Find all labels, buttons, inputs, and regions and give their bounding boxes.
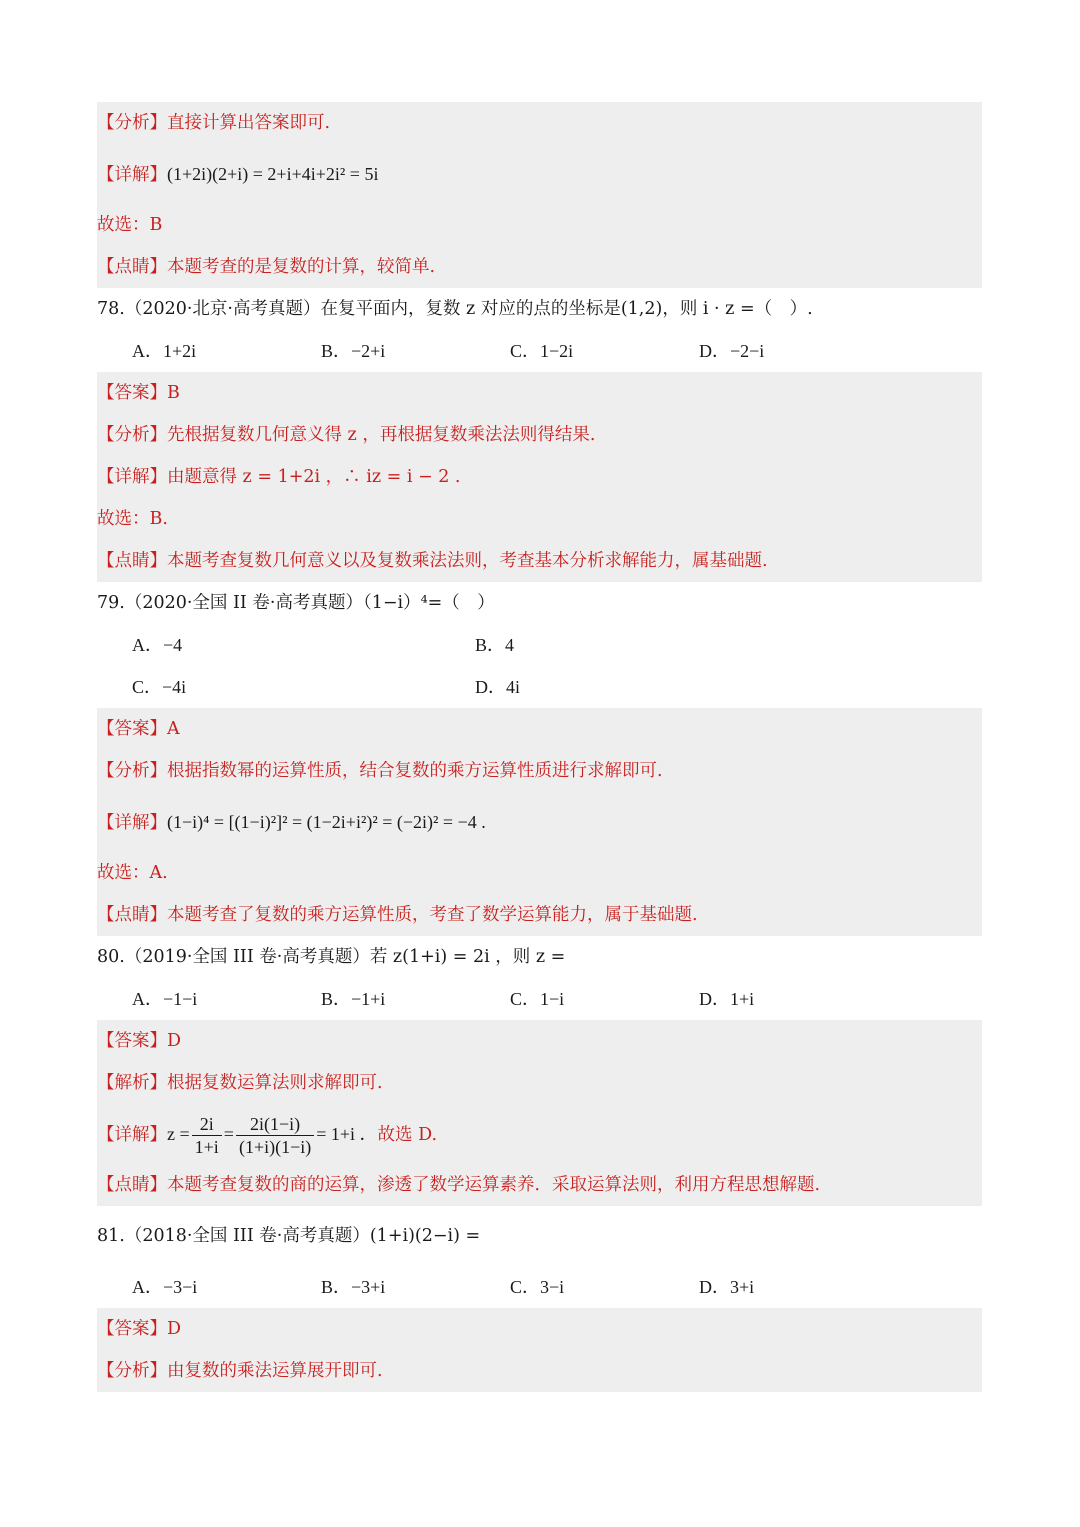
question-text: 78.（2020·北京·高考真题）在复平面内，复数 z 对应的点的坐标是(1,2)，则 i · z =（ ）. <box>97 299 813 319</box>
label-text: 点睛 <box>114 1175 150 1195</box>
options-79-row1 <box>97 624 982 666</box>
answer-line: 【答案】D <box>97 1031 182 1051</box>
answer-line: 【答案】A <box>97 719 180 739</box>
option-b: B．−1+i <box>321 989 386 1009</box>
choice-text: 故选：A. <box>97 863 168 883</box>
label-text: 详解 <box>114 165 150 185</box>
solution-block-79 <box>97 708 982 936</box>
comment-line: 【点睛】本题考查复数的商的运算，渗透了数学运算素养．采取运算法则，利用方程思想解题. <box>97 1175 821 1195</box>
detail-math: (1+2i)(2+i) = 2+i+4i+2i² = 5i <box>167 164 379 184</box>
analysis-text: 根据指数幂的运算性质，结合复数的乘方运算性质进行求解即可. <box>167 761 663 781</box>
option-d: D．1+i <box>699 989 755 1009</box>
label-text: 点睛 <box>114 257 150 277</box>
document-body <box>97 102 982 1392</box>
analysis-line: 【分析】直接计算出答案即可. <box>97 113 331 133</box>
solution-block-77 <box>97 102 982 288</box>
fraction-numerator: 2i <box>192 1113 222 1136</box>
fraction-numerator: 2i(1−i) <box>236 1113 314 1136</box>
option-b: B．−2+i <box>321 341 386 361</box>
choice-line <box>97 852 982 894</box>
label-text: 答案 <box>114 383 150 403</box>
analysis-line: 【分析】先根据复数几何意义得 z ，再根据复数乘法法则得结果. <box>97 425 596 445</box>
answer-text: D <box>167 1319 182 1339</box>
answer-text: A <box>167 719 180 739</box>
fraction-denominator: 1+i <box>194 1137 219 1157</box>
question-text: 79.（2020·全国 II 卷·高考真题）（1−i）⁴=（ ） <box>97 593 495 613</box>
option-a: A．−1−i <box>132 989 198 1009</box>
label-text: 解析 <box>114 1073 150 1093</box>
detail-tail: = 1+i ． <box>316 1124 378 1144</box>
option-b: B．4 <box>475 635 515 655</box>
label-text: 分析 <box>114 761 150 781</box>
comment-text: 本题考查复数几何意义以及复数乘法法则，考查基本分析求解能力，属基础题. <box>167 551 768 571</box>
question-text: 80.（2019·全国 III 卷·高考真题）若 z(1+i) = 2i ，则 z = <box>97 947 566 967</box>
answer-text: D <box>167 1031 182 1051</box>
detail-line: 【详解】由题意得 z = 1+2i ，∴ iz = i − 2 . <box>97 467 461 487</box>
choice-text: 故选：B <box>97 215 163 235</box>
label-text: 分析 <box>114 425 150 445</box>
option-d: D．3+i <box>699 1277 755 1297</box>
option-d: D．−2−i <box>699 341 765 361</box>
analysis-text: 由复数的乘法运算展开即可. <box>167 1361 383 1381</box>
option-c: C．1−2i <box>510 341 574 361</box>
comment-line: 【点睛】本题考查了复数的乘方运算性质，考查了数学运算能力，属于基础题. <box>97 905 698 925</box>
choice-line <box>97 498 982 540</box>
solution-block-81 <box>97 1308 982 1392</box>
analysis-line: 【分析】由复数的乘法运算展开即可. <box>97 1361 383 1381</box>
option-d: D．4i <box>475 677 520 697</box>
detail-line: 【详解】z = $\frac{2i}{1+i}$ = $\frac{2i(1-i)}{(1+i)(1-i)}$ = 1+i ．故选 D. <box>97 1114 438 1157</box>
label-text: 分析 <box>114 113 150 133</box>
comment-text: 本题考查了复数的乘方运算性质，考查了数学运算能力，属于基础题. <box>167 905 698 925</box>
label-text: 详解 <box>114 1125 150 1145</box>
fraction-2 <box>236 1113 314 1158</box>
answer-line: 【答案】B <box>97 383 180 403</box>
comment-line: 【点睛】本题考查的是复数的计算，较简单. <box>97 257 436 277</box>
analysis-line: 【分析】根据指数幂的运算性质，结合复数的乘方运算性质进行求解即可. <box>97 761 663 781</box>
analysis-text: 直接计算出答案即可. <box>167 113 331 133</box>
solution-block-78 <box>97 372 982 582</box>
options-81 <box>97 1266 982 1308</box>
question-78 <box>97 288 982 330</box>
comment-text: 本题考查的是复数的计算，较简单. <box>167 257 436 277</box>
detail-line: 【详解】(1+2i)(2+i) = 2+i+4i+2i² = 5i <box>97 164 379 185</box>
option-c: C．−4i <box>132 677 187 697</box>
detail-text: 由题意得 z = 1+2i ，∴ iz = i − 2 . <box>167 467 461 487</box>
label-text: 答案 <box>114 1031 150 1051</box>
question-79 <box>97 582 982 624</box>
detail-line: 【详解】(1−i)⁴ = [(1−i)²]² = (1−2i+i²)² = (−2i)² = −4 . <box>97 812 486 833</box>
question-80 <box>97 936 982 978</box>
label-text: 点睛 <box>114 551 150 571</box>
option-a: A．1+2i <box>132 341 197 361</box>
solution-block-80 <box>97 1020 982 1206</box>
question-text: 81.（2018·全国 III 卷·高考真题）(1+i)(2−i) = <box>97 1226 481 1246</box>
choice-line <box>97 204 982 246</box>
equals-sign: = <box>223 1124 234 1144</box>
label-text: 详解 <box>114 813 150 833</box>
label-text: 答案 <box>114 719 150 739</box>
detail-math: (1−i)⁴ = [(1−i)²]² = (1−2i+i²)² = (−2i)² = −4 . <box>167 812 486 832</box>
question-81 <box>97 1206 982 1266</box>
label-text: 详解 <box>114 467 150 487</box>
option-a: A．−3−i <box>132 1277 198 1297</box>
options-80 <box>97 978 982 1020</box>
option-c: C．1−i <box>510 989 565 1009</box>
options-79-row2 <box>97 666 982 708</box>
answer-line: 【答案】D <box>97 1319 182 1339</box>
detail-choice: 故选 D. <box>377 1125 438 1145</box>
option-c: C．3−i <box>510 1277 565 1297</box>
comment-text: 本题考查复数的商的运算，渗透了数学运算素养．采取运算法则，利用方程思想解题. <box>167 1175 821 1195</box>
analysis-line: 【解析】根据复数运算法则求解即可. <box>97 1073 383 1093</box>
fraction-denominator: (1+i)(1−i) <box>238 1137 312 1157</box>
comment-line: 【点睛】本题考查复数几何意义以及复数乘法法则，考查基本分析求解能力，属基础题. <box>97 551 768 571</box>
options-78 <box>97 330 982 372</box>
fraction-1 <box>192 1113 222 1158</box>
analysis-text: 根据复数运算法则求解即可. <box>167 1073 383 1093</box>
answer-text: B <box>167 383 180 403</box>
choice-text: 故选：B. <box>97 509 168 529</box>
analysis-text: 先根据复数几何意义得 z ，再根据复数乘法法则得结果. <box>167 425 596 445</box>
option-b: B．−3+i <box>321 1277 386 1297</box>
label-text: 分析 <box>114 1361 150 1381</box>
label-text: 点睛 <box>114 905 150 925</box>
label-text: 答案 <box>114 1319 150 1339</box>
detail-z: z = <box>167 1124 190 1144</box>
option-a: A．−4 <box>132 635 183 655</box>
